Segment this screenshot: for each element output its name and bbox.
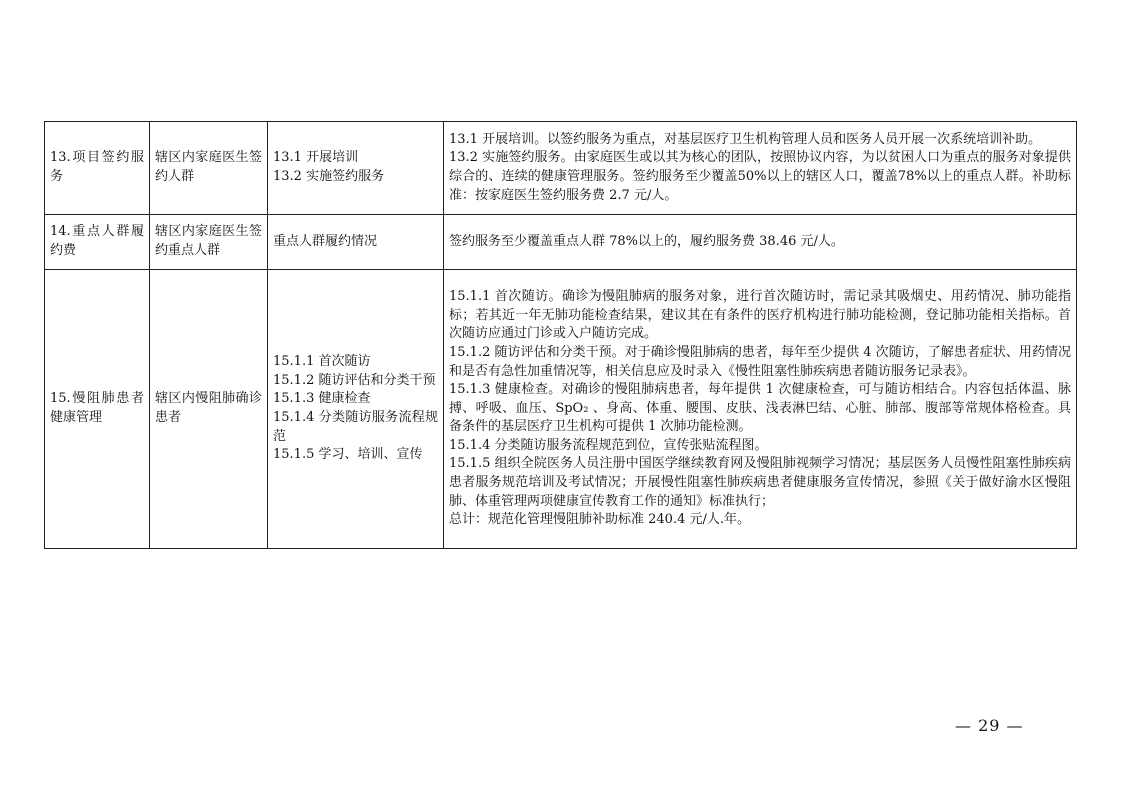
target-cell: 辖区内家庭医生签约人群 bbox=[150, 122, 268, 215]
task-line: 13.2 实施签约服务 bbox=[273, 169, 385, 184]
content-paragraph: 签约服务至少覆盖重点人群 78%以上的，履约服务费 38.46 元/人。 bbox=[449, 233, 844, 249]
task-line: 15.1.1 首次随访 bbox=[273, 354, 371, 370]
content-paragraph: 总计：规范化管理慢阻肺补助标准 240.4 元/人.年。 bbox=[449, 512, 750, 528]
page-number: — 29 — bbox=[955, 716, 1024, 735]
task-cell bbox=[268, 122, 444, 215]
content-paragraph: 15.1.3 健康检查。对确诊的慢阻肺病患者，每年提供 1 次健康检查，可与随访相结合。内容包括体温、脉搏、呼吸、血压、SpO₂ 、身高、体重、腰围、皮肤、浅表淋巴结、心脏、肺部、腹部等常规体格检查。具备条件的基层医疗卫生机构可提供 1 次肺功能检测。 bbox=[449, 382, 1071, 435]
content-cell bbox=[444, 215, 1077, 270]
task-line: 15.1.3 健康检查 bbox=[273, 391, 371, 407]
content-paragraph: 13.2 实施签约服务。由家庭医生或以其为核心的团队，按照协议内容，为以贫困人口为重点的服务对象提供综合的、连续的健康管理服务。签约服务至少覆盖50%以上的辖区人口，覆盖78%以上的重点人群。补助标准：按家庭医生签约服务费 2.7 元/人。 bbox=[449, 150, 1071, 203]
task-line: 15.1.2 随访评估和分类干预 bbox=[273, 372, 436, 388]
content-cell bbox=[444, 122, 1077, 215]
item-cell: 14.重点人群履约费 bbox=[45, 215, 150, 270]
content-paragraph: 15.1.1 首次随访。确诊为慢阻肺病的服务对象，进行首次随访时，需记录其吸烟史、用药情况、肺功能指标；若其近一年无肺功能检查结果，建议其在有条件的医疗机构进行肺功能检测，登记肺功能相关指标。首次随访应通过门诊或入户随访完成。 bbox=[449, 289, 1071, 342]
task-cell bbox=[268, 215, 444, 270]
content-paragraph: 13.1 开展培训。以签约服务为重点，对基层医疗卫生机构管理人员和医务人员开展一次系统培训补助。 bbox=[449, 131, 1042, 147]
target-cell: 辖区内慢阻肺确诊患者 bbox=[150, 270, 268, 549]
item-cell: 15.慢阻肺患者健康管理 bbox=[45, 270, 150, 549]
task-line: 15.1.5 学习、培训、宣传 bbox=[273, 447, 423, 463]
table-row bbox=[45, 122, 1077, 215]
task-line: 重点人群履约情况 bbox=[273, 233, 378, 249]
content-paragraph: 15.1.2 随访评估和分类干预。对于确诊慢阻肺病的患者，每年至少提供 4 次随访，了解患者症状、用药情况和是否有急性加重情况等，相关信息应及时录入《慢性阻塞性肺疾病患者随访服务记录表》。 bbox=[449, 344, 1071, 379]
target-cell: 辖区内家庭医生签约重点人群 bbox=[150, 215, 268, 270]
content-paragraph: 15.1.4 分类随访服务流程规范到位，宣传张贴流程图。 bbox=[449, 437, 768, 453]
table-row bbox=[45, 215, 1077, 270]
task-line: 13.1 开展培训 bbox=[273, 150, 359, 166]
content-cell bbox=[444, 270, 1077, 549]
content-paragraph: 15.1.5 组织全院医务人员注册中国医学继续教育网及慢阻肺视频学习情况；基层医务人员慢性阻塞性肺疾病患者服务规范培训及考试情况；开展慢性阻塞性肺疾病患者健康服务宣传情况，参照《关于做好渝水区慢阻肺、体重管理两项健康宣传教育工作的通知》标准执行； bbox=[449, 456, 1071, 509]
task-line: 15.1.4 分类随访服务流程规范 bbox=[273, 410, 438, 444]
project-table bbox=[44, 121, 1077, 549]
table-row bbox=[45, 270, 1077, 549]
item-cell: 13.项目签约服务 bbox=[45, 122, 150, 215]
task-cell bbox=[268, 270, 444, 549]
